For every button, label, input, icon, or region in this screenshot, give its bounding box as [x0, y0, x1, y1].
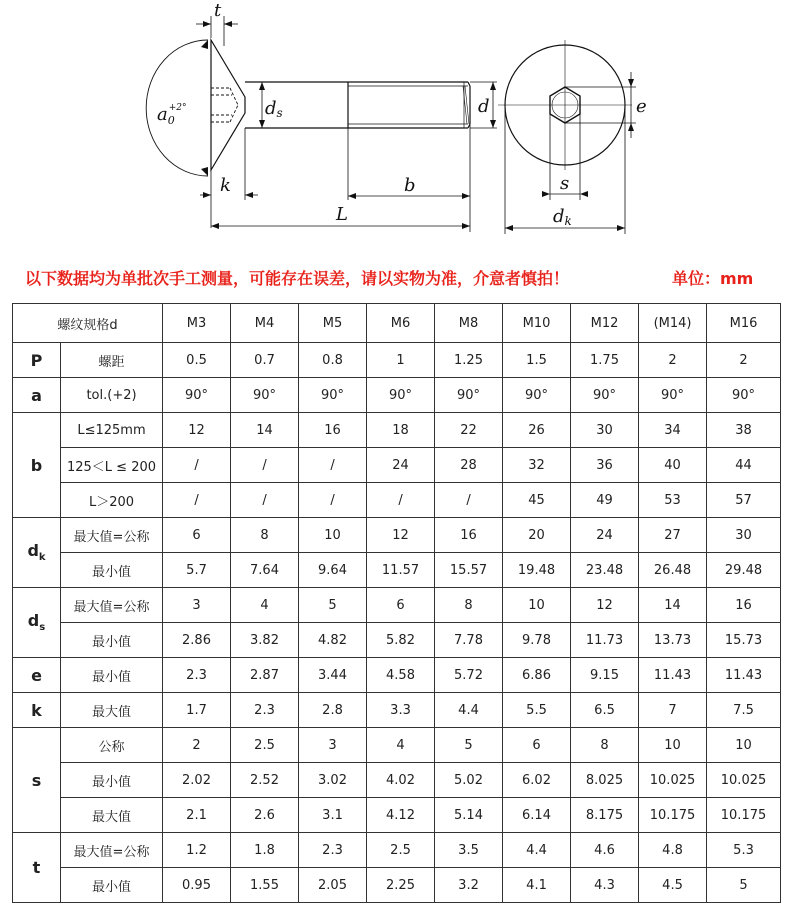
label-d: d: [478, 96, 490, 117]
value-cell: 90°: [639, 378, 707, 413]
value-cell: 5.5: [503, 693, 571, 728]
value-cell: 1.25: [435, 343, 503, 378]
param-symbol-text: a: [31, 385, 42, 405]
value-cell: 44: [707, 448, 781, 483]
value-cell: 3.5: [435, 833, 503, 868]
value-cell: 10.175: [639, 798, 707, 833]
notice-bar: [0, 266, 790, 290]
value-cell: 3.1: [299, 798, 367, 833]
value-cell: /: [299, 483, 367, 518]
label-dk: dk: [553, 206, 572, 228]
value-cell: 1.75: [571, 343, 639, 378]
value-cell: 90°: [231, 378, 299, 413]
value-cell: 10.175: [707, 798, 781, 833]
value-cell: 3.2: [435, 868, 503, 903]
value-cell: 2: [707, 343, 781, 378]
value-cell: 8: [231, 518, 299, 553]
value-cell: 5: [435, 728, 503, 763]
param-label: L＞200: [61, 483, 163, 518]
value-cell: 53: [639, 483, 707, 518]
value-cell: 24: [571, 518, 639, 553]
label-ds: ds: [265, 98, 283, 120]
label-a: $a_0+2^\circ$: [157, 103, 187, 127]
value-cell: 9.15: [571, 658, 639, 693]
size-header: (M14): [639, 304, 707, 343]
value-cell: 90°: [299, 378, 367, 413]
param-symbol-subscript: k: [38, 552, 46, 564]
table-row: [13, 483, 781, 518]
size-header: M4: [231, 304, 299, 343]
table-row: [13, 623, 781, 658]
value-cell: 40: [639, 448, 707, 483]
param-symbol: [13, 693, 61, 728]
value-cell: 10: [299, 518, 367, 553]
param-label: 最大值=公称: [61, 518, 163, 553]
value-cell: /: [163, 448, 231, 483]
table-row: [13, 728, 781, 763]
size-header: M16: [707, 304, 781, 343]
param-symbol: [13, 518, 61, 588]
label-e: e: [636, 96, 647, 117]
value-cell: 2.25: [367, 868, 435, 903]
value-cell: 7: [639, 693, 707, 728]
value-cell: 2.86: [163, 623, 231, 658]
value-cell: 4.4: [435, 693, 503, 728]
param-symbol-text: d: [27, 611, 40, 631]
value-cell: 45: [503, 483, 571, 518]
size-header: M8: [435, 304, 503, 343]
value-cell: 5.7: [163, 553, 231, 588]
value-cell: 13.73: [639, 623, 707, 658]
param-label: L≤125mm: [61, 413, 163, 448]
size-header: M6: [367, 304, 435, 343]
value-cell: 2.3: [163, 658, 231, 693]
value-cell: 4.6: [571, 833, 639, 868]
param-symbol-text: t: [32, 858, 41, 877]
table-row: [13, 518, 781, 553]
value-cell: 0.7: [231, 343, 299, 378]
value-cell: 8: [435, 588, 503, 623]
table-row: [13, 588, 781, 623]
table-row: [13, 448, 781, 483]
value-cell: 1.2: [163, 833, 231, 868]
size-header: M3: [163, 304, 231, 343]
value-cell: 6: [503, 728, 571, 763]
param-symbol: [13, 413, 61, 518]
end-view-centerlines: [498, 40, 632, 170]
value-cell: 11.73: [571, 623, 639, 658]
value-cell: 2.5: [367, 833, 435, 868]
label-t: t: [214, 0, 222, 21]
param-symbol-text: s: [31, 770, 42, 790]
value-cell: 8.025: [571, 763, 639, 798]
value-cell: 5: [299, 588, 367, 623]
param-symbol: [13, 658, 61, 693]
value-cell: 5.3: [707, 833, 781, 868]
value-cell: 2.6: [231, 798, 299, 833]
table-row: [13, 763, 781, 798]
value-cell: 9.78: [503, 623, 571, 658]
value-cell: 22: [435, 413, 503, 448]
value-cell: 3.02: [299, 763, 367, 798]
value-cell: 2.05: [299, 868, 367, 903]
value-cell: 5: [707, 868, 781, 903]
value-cell: /: [435, 483, 503, 518]
value-cell: 2.8: [299, 693, 367, 728]
value-cell: 4.1: [503, 868, 571, 903]
value-cell: /: [299, 448, 367, 483]
value-cell: 7.64: [231, 553, 299, 588]
param-symbol: [13, 728, 61, 833]
value-cell: 3: [163, 588, 231, 623]
value-cell: 11.43: [639, 658, 707, 693]
value-cell: 34: [639, 413, 707, 448]
param-label: 最大值: [61, 798, 163, 833]
spec-table: [12, 303, 781, 903]
value-cell: 18: [367, 413, 435, 448]
value-cell: 4: [367, 728, 435, 763]
size-header: M5: [299, 304, 367, 343]
value-cell: 4.82: [299, 623, 367, 658]
label-k: k: [220, 175, 231, 196]
value-cell: /: [231, 483, 299, 518]
value-cell: 49: [571, 483, 639, 518]
value-cell: 24: [367, 448, 435, 483]
value-cell: 9.64: [299, 553, 367, 588]
param-symbol: [13, 588, 61, 658]
value-cell: 6.86: [503, 658, 571, 693]
value-cell: 15.57: [435, 553, 503, 588]
screw-head-outline: [211, 40, 245, 170]
param-label: 最小值: [61, 623, 163, 658]
value-cell: 90°: [571, 378, 639, 413]
value-cell: 57: [707, 483, 781, 518]
param-symbol-text: e: [31, 665, 42, 685]
value-cell: 10: [639, 728, 707, 763]
value-cell: 12: [163, 413, 231, 448]
value-cell: /: [163, 483, 231, 518]
value-cell: 5.14: [435, 798, 503, 833]
param-label: 最大值=公称: [61, 833, 163, 868]
size-header: M10: [503, 304, 571, 343]
label-s: s: [560, 173, 570, 194]
value-cell: 16: [299, 413, 367, 448]
value-cell: 6.5: [571, 693, 639, 728]
value-cell: 15.73: [707, 623, 781, 658]
value-cell: 6: [367, 588, 435, 623]
value-cell: 4.12: [367, 798, 435, 833]
value-cell: 90°: [503, 378, 571, 413]
value-cell: 5.82: [367, 623, 435, 658]
value-cell: 6.14: [503, 798, 571, 833]
value-cell: 10: [503, 588, 571, 623]
label-b: b: [404, 175, 416, 196]
value-cell: 12: [571, 588, 639, 623]
param-symbol-text: b: [30, 455, 43, 475]
value-cell: 4.8: [639, 833, 707, 868]
table-row: [13, 798, 781, 833]
param-label: 最小值: [61, 763, 163, 798]
value-cell: 32: [503, 448, 571, 483]
value-cell: 90°: [367, 378, 435, 413]
value-cell: 10: [707, 728, 781, 763]
param-label: 最小值: [61, 868, 163, 903]
value-cell: 6: [163, 518, 231, 553]
value-cell: 30: [571, 413, 639, 448]
value-cell: 3.3: [367, 693, 435, 728]
value-cell: 0.95: [163, 868, 231, 903]
value-cell: 27: [639, 518, 707, 553]
value-cell: 2.3: [299, 833, 367, 868]
param-symbol-subscript: s: [39, 622, 46, 634]
param-symbol-text: d: [27, 541, 39, 561]
value-cell: 1.8: [231, 833, 299, 868]
param-label: 最小值: [61, 553, 163, 588]
value-cell: 14: [639, 588, 707, 623]
param-label: 125＜L ≤ 200: [61, 448, 163, 483]
value-cell: 14: [231, 413, 299, 448]
value-cell: 12: [367, 518, 435, 553]
value-cell: 10.025: [639, 763, 707, 798]
table-row: [13, 553, 781, 588]
value-cell: 10.025: [707, 763, 781, 798]
value-cell: 2: [639, 343, 707, 378]
table-row: [13, 833, 781, 868]
value-cell: 2.5: [231, 728, 299, 763]
value-cell: 1.5: [503, 343, 571, 378]
value-cell: /: [367, 483, 435, 518]
value-cell: 0.5: [163, 343, 231, 378]
table-row: [13, 868, 781, 903]
screw-shank: [245, 82, 470, 128]
param-symbol: [13, 378, 61, 413]
value-cell: 2.02: [163, 763, 231, 798]
value-cell: 2.3: [231, 693, 299, 728]
value-cell: 1: [367, 343, 435, 378]
value-cell: 5.72: [435, 658, 503, 693]
value-cell: 6.02: [503, 763, 571, 798]
value-cell: 20: [503, 518, 571, 553]
value-cell: 4.02: [367, 763, 435, 798]
value-cell: 90°: [163, 378, 231, 413]
value-cell: 4: [231, 588, 299, 623]
value-cell: 30: [707, 518, 781, 553]
table-row: [13, 343, 781, 378]
value-cell: 3.44: [299, 658, 367, 693]
thread-size-header: 螺纹规格d: [13, 304, 163, 343]
param-label: 公称: [61, 728, 163, 763]
value-cell: 23.48: [571, 553, 639, 588]
size-header: M12: [571, 304, 639, 343]
value-cell: 90°: [435, 378, 503, 413]
value-cell: 19.48: [503, 553, 571, 588]
unit-text: 单位：mm: [672, 269, 754, 288]
value-cell: 4.4: [503, 833, 571, 868]
param-symbol-text: k: [31, 700, 42, 720]
value-cell: 2.52: [231, 763, 299, 798]
value-cell: 28: [435, 448, 503, 483]
value-cell: 29.48: [707, 553, 781, 588]
value-cell: 3.82: [231, 623, 299, 658]
param-label: 最大值=公称: [61, 588, 163, 623]
socket-hidden-lines: [211, 88, 238, 122]
value-cell: 8.175: [571, 798, 639, 833]
table-row: [13, 693, 781, 728]
value-cell: 38: [707, 413, 781, 448]
notice-text: 以下数据均为单批次手工测量，可能存在误差，请以实物为准，介意者慎拍！: [25, 269, 570, 288]
value-cell: 11.57: [367, 553, 435, 588]
value-cell: 4.5: [639, 868, 707, 903]
param-symbol: [13, 833, 61, 903]
value-cell: 4.3: [571, 868, 639, 903]
value-cell: 7.78: [435, 623, 503, 658]
value-cell: 26.48: [639, 553, 707, 588]
value-cell: /: [231, 448, 299, 483]
param-label: 最大值: [61, 693, 163, 728]
value-cell: 1.55: [231, 868, 299, 903]
value-cell: 0.8: [299, 343, 367, 378]
param-symbol: [13, 343, 61, 378]
value-cell: 2: [163, 728, 231, 763]
value-cell: 2.1: [163, 798, 231, 833]
value-cell: 3: [299, 728, 367, 763]
table-row: [13, 413, 781, 448]
value-cell: 26: [503, 413, 571, 448]
value-cell: 36: [571, 448, 639, 483]
param-label: tol.(+2): [61, 378, 163, 413]
value-cell: 7.5: [707, 693, 781, 728]
value-cell: 11.43: [707, 658, 781, 693]
value-cell: 1.7: [163, 693, 231, 728]
screw-technical-drawing: [0, 0, 790, 250]
param-symbol-text: P: [30, 350, 43, 370]
value-cell: 4.58: [367, 658, 435, 693]
value-cell: 16: [707, 588, 781, 623]
value-cell: 16: [435, 518, 503, 553]
value-cell: 2.87: [231, 658, 299, 693]
table-row: [13, 658, 781, 693]
value-cell: 5.02: [435, 763, 503, 798]
header-row: [13, 304, 781, 343]
value-cell: 90°: [707, 378, 781, 413]
param-label: 螺距: [61, 343, 163, 378]
label-L: L: [336, 204, 348, 225]
param-label: 最小值: [61, 658, 163, 693]
table-row: [13, 378, 781, 413]
value-cell: 8: [571, 728, 639, 763]
